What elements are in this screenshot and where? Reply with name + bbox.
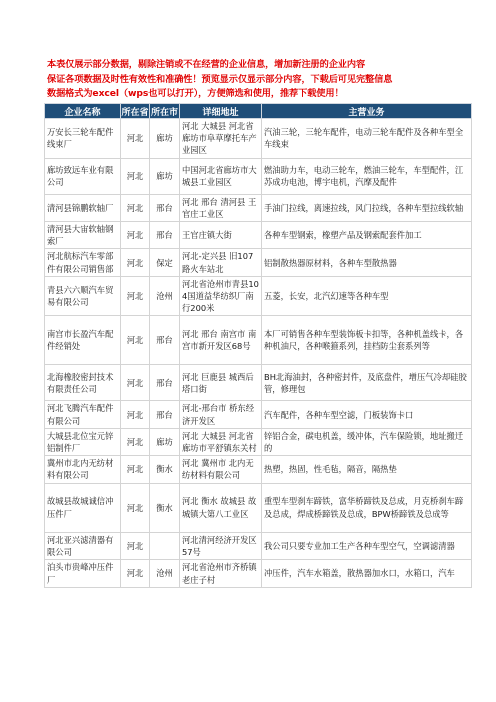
cell-company-name: 泊头市贵峰冲压件厂 [45,560,121,588]
table-row [45,222,472,249]
cell-business: 热塑，热固，性毛毡，隔音，隔热垫 [262,456,472,483]
table-row [45,316,472,365]
cell-address: 河北 邢台 南宫市 南宫市新开发区68号 [180,316,262,365]
cell-city: 廊坊 [150,158,180,194]
cell-city: 沧州 [150,560,180,588]
table-row [45,276,472,316]
cell-address: 河北省沧州市齐桥镇老庄子村 [180,560,262,588]
table-row [45,456,472,483]
cell-province: 河北 [121,532,150,559]
table-row [45,483,472,532]
cell-company-name: 河北航标汽车零部件有限公司销售部 [45,249,121,276]
company-table [44,103,472,588]
cell-business: 冲压件，汽车水箱盖，散热器加水口，水箱口，汽车 [262,560,472,588]
table-row [45,249,472,276]
header-company-name: 企业名称 [45,104,121,119]
cell-city: 廊坊 [150,119,180,159]
table-header-row [45,104,472,119]
cell-company-name: 故城县故城诚信冲压件厂 [45,483,121,532]
cell-province: 河北 [121,560,150,588]
table-row [45,532,472,559]
cell-address: 河北省沧州市青县104国道益华纺织厂南行200米 [180,276,262,316]
cell-city: 廊坊 [150,428,180,455]
cell-province: 河北 [121,365,150,401]
cell-company-name: 河北亚兴滤清器有限公司 [45,532,121,559]
cell-business: 汽油三轮，三轮车配件，电动三轮车配件及各种车型全车线束 [262,119,472,159]
cell-province: 河北 [121,158,150,194]
cell-address: 河北 大城县 河北省廊坊市平舒镇东关村 [180,428,262,455]
cell-business: 本厂可销售各种车型装饰板卡扣等，各种机盖线卡，各种机油尺，各种喉箍系列，挂档防尘套系列等 [262,316,472,365]
table-row [45,194,472,221]
cell-province: 河北 [121,483,150,532]
cell-business: 五菱，长安，北汽幻速等各种车型 [262,276,472,316]
cell-company-name: 清河县大宙软轴钢索厂 [45,222,121,249]
cell-business: 手油门拉线，离速拉线，风门拉线，各种车型拉线软轴 [262,194,472,221]
cell-business: 锌铝合金，碳电机盖，缓冲体，汽车保险锁，地址搬迁的 [262,428,472,455]
cell-address: 河北-定兴县 旧107路火车站北 [180,249,262,276]
cell-city: 邢台 [150,365,180,401]
table-row [45,428,472,455]
table-row [45,401,472,428]
cell-city: 邢台 [150,222,180,249]
cell-province: 河北 [121,222,150,249]
cell-company-name: 河北飞腾汽车配件有限公司 [45,401,121,428]
table-row [45,560,472,588]
cell-province: 河北 [121,119,150,159]
cell-company-name: 大城县北位宝元锌铝制件厂 [45,428,121,455]
notice-line-2: 保证各项数据及时性有效性和准确性！预览显示仅显示部分内容，下载后可见完整信息 [47,73,393,85]
cell-city: 沧州 [150,276,180,316]
cell-business: 汽车配件，各种车型空滤，门板装饰卡口 [262,401,472,428]
cell-city: 邢台 [150,401,180,428]
cell-city: 衡水 [150,456,180,483]
table-row [45,119,472,159]
cell-address: 河北 大城县 河北省廊坊市阜草摩托车产业园区 [180,119,262,159]
cell-province: 河北 [121,276,150,316]
table-row [45,158,472,194]
cell-province: 河北 [121,428,150,455]
header-province: 所在省 [121,104,150,119]
cell-business: 各种车型钢索，橡塑产品及钢索配套件加工 [262,222,472,249]
cell-address: 河北 巨鹿县 城西后塔口街 [180,365,262,401]
notice-line-3: 数据格式为excel（wps也可以打开），方便筛选和使用，推荐下载使用！ [47,88,344,99]
cell-city: 衡水 [150,483,180,532]
cell-province: 河北 [121,401,150,428]
cell-address: 河北 冀州市 北内无纺材料有限公司 [180,456,262,483]
cell-address: 河北-邢台市 桥东经济开发区 [180,401,262,428]
notice-block [47,58,467,102]
cell-address: 河北 邢台 清河县 王官庄工业区 [180,194,262,221]
cell-business: BH北海油封，各种密封件，及底盘件，增压气冷却硅胶管，修理包 [262,365,472,401]
cell-company-name: 北海橡胶密封技术有限责任公司 [45,365,121,401]
cell-province: 河北 [121,249,150,276]
cell-company-name: 青县六六顺汽车贸易有限公司 [45,276,121,316]
cell-province: 河北 [121,194,150,221]
cell-business: 我公司只要专业加工生产各种车型空气，空调滤清器 [262,532,472,559]
cell-province: 河北 [121,316,150,365]
cell-company-name: 清河县锦鹏软轴厂 [45,194,121,221]
cell-address: 河北 衡水 故城县 故城镇大第八工业区 [180,483,262,532]
header-city: 所在市 [150,104,180,119]
cell-company-name: 冀州市北内无纺材料有限公司 [45,456,121,483]
cell-city: 保定 [150,249,180,276]
cell-business: 重型车型刹车蹄铁，富华桥蹄铁及总成，月克桥刹车蹄及总成，焊成桥蹄铁及总成，BPW桥蹄铁及总成等 [262,483,472,532]
cell-city: 邢台 [150,194,180,221]
cell-company-name: 万安长三轮车配件线束厂 [45,119,121,159]
notice-line-1: 本表仅展示部分数据，剔除注销或不在经营的企业信息，增加新注册的企业内容 [47,59,366,70]
cell-province: 河北 [121,456,150,483]
cell-address: 王官庄镇大街 [180,222,262,249]
cell-business: 铝制散热器原材料，各种车型散热器 [262,249,472,276]
cell-company-name: 廊坊致远车业有限公司 [45,158,121,194]
cell-business: 燃油助力车，电动三轮车，燃油三轮车，车型配件，江苏成功电池，博宇电机，汽摩及配件 [262,158,472,194]
header-business: 主营业务 [262,104,472,119]
cell-city: 邢台 [150,316,180,365]
table-row [45,365,472,401]
cell-company-name: 南宫市长盈汽车配件经销处 [45,316,121,365]
cell-city [150,532,180,559]
cell-address: 河北清河经济开发区57号 [180,532,262,559]
cell-address: 中国河北省廊坊市大城县工业园区 [180,158,262,194]
header-address: 详细地址 [180,104,262,119]
